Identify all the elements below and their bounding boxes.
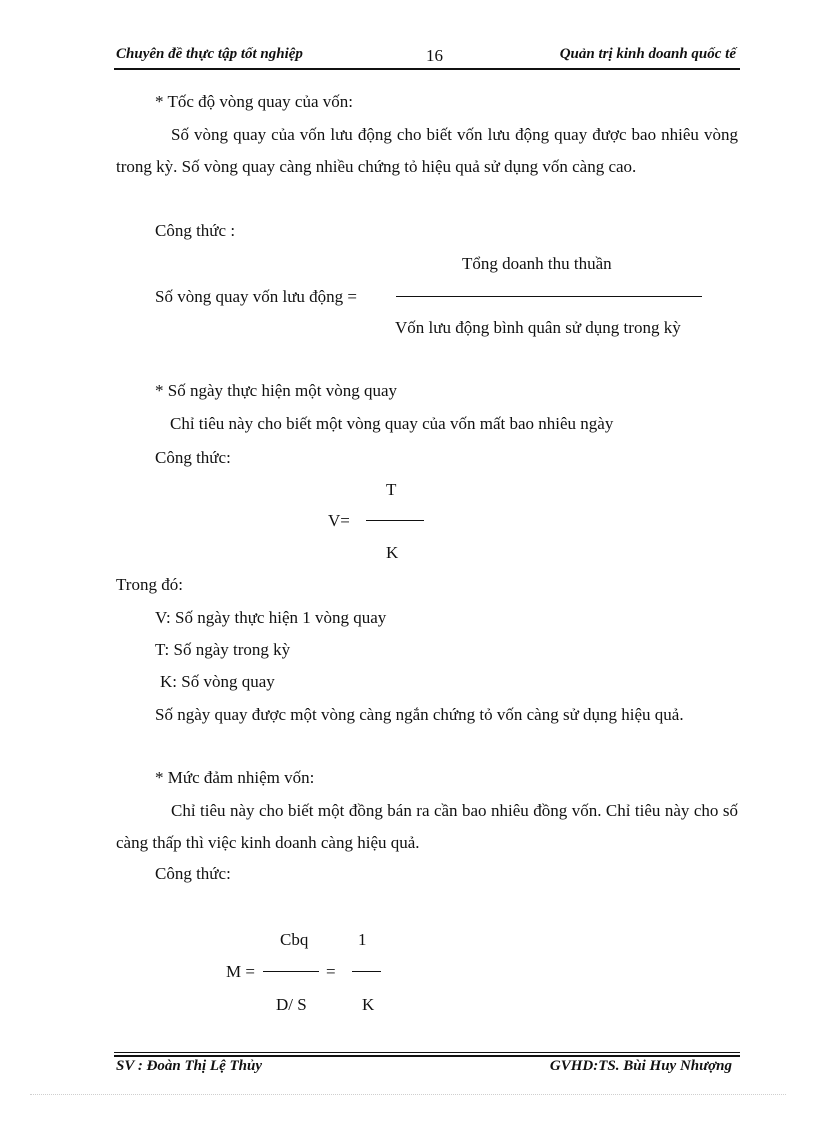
formula2-lhs: V= <box>328 511 350 530</box>
section-heading-days: * Số ngày thực hiện một vòng quay <box>155 381 397 400</box>
formula1-denominator: Vốn lưu động bình quân sử dụng trong kỳ <box>395 318 681 337</box>
header-rule <box>114 68 740 70</box>
page-number: 16 <box>426 46 443 65</box>
formula2-fraction-bar <box>366 520 424 521</box>
formula3-lhs: M = <box>226 962 255 981</box>
footer-rule-top <box>114 1052 740 1053</box>
formula3-denominator-1: D/ S <box>276 995 307 1014</box>
header-title-right: Quản trị kinh doanh quốc tế <box>559 46 736 62</box>
where-item-v: V: Số ngày thực hiện 1 vòng quay <box>155 608 387 627</box>
footer-advisor: GVHD:TS. Bùi Huy Nhượng <box>549 1058 732 1074</box>
formula-label-2: Công thức: <box>155 448 231 467</box>
where-item-k: K: Số vòng quay <box>160 672 275 691</box>
section-heading-capital-load: * Mức đảm nhiệm vốn: <box>155 768 315 787</box>
formula2-denominator: K <box>386 543 399 562</box>
paragraph-days-conclusion: Số ngày quay được một vòng càng ngắn chứng tỏ vốn càng sử dụng hiệu quả. <box>155 705 684 724</box>
formula3-equals: = <box>326 962 336 981</box>
formula3-denominator-2: K <box>362 995 375 1014</box>
formula1-fraction-bar <box>396 296 702 297</box>
formula-label-3: Công thức: <box>155 864 231 883</box>
paragraph-turnover: Số vòng quay của vốn lưu động cho biết vốn lưu động quay được bao nhiêu vòng trong kỳ. Số vòng quay càng nhiều chứng tỏ hiệu quả sử dụng vốn càng cao. <box>116 125 738 176</box>
where-item-t: T: Số ngày trong kỳ <box>155 640 291 659</box>
paragraph-capital-load: Chỉ tiêu này cho biết một đồng bán ra cần bao nhiêu đồng vốn. Chỉ tiêu này cho số càng thấp thì việc kinh doanh càng hiệu quả. <box>116 801 738 852</box>
formula-label-1: Công thức : <box>155 221 236 240</box>
formula3-numerator-1: Cbq <box>280 930 309 949</box>
formula2-numerator: T <box>386 480 397 499</box>
paragraph-days: Chỉ tiêu này cho biết một vòng quay của vốn mất bao nhiêu ngày <box>170 414 614 433</box>
footer-student: SV : Đoàn Thị Lệ Thủy <box>116 1058 262 1074</box>
page-edge-dotted-line <box>30 1094 786 1095</box>
section-heading-turnover: * Tốc độ vòng quay của vốn: <box>155 92 353 111</box>
where-label: Trong đó: <box>116 575 183 594</box>
formula3-fraction-bar-1 <box>263 971 319 972</box>
header-title-left: Chuyên đề thực tập tốt nghiệp <box>116 46 303 62</box>
formula1-numerator: Tổng doanh thu thuần <box>462 254 612 273</box>
formula3-numerator-2: 1 <box>358 930 367 949</box>
formula1-lhs: Số vòng quay vốn lưu động = <box>155 287 358 306</box>
formula3-fraction-bar-2 <box>352 971 381 972</box>
footer-rule-bottom <box>114 1055 740 1057</box>
